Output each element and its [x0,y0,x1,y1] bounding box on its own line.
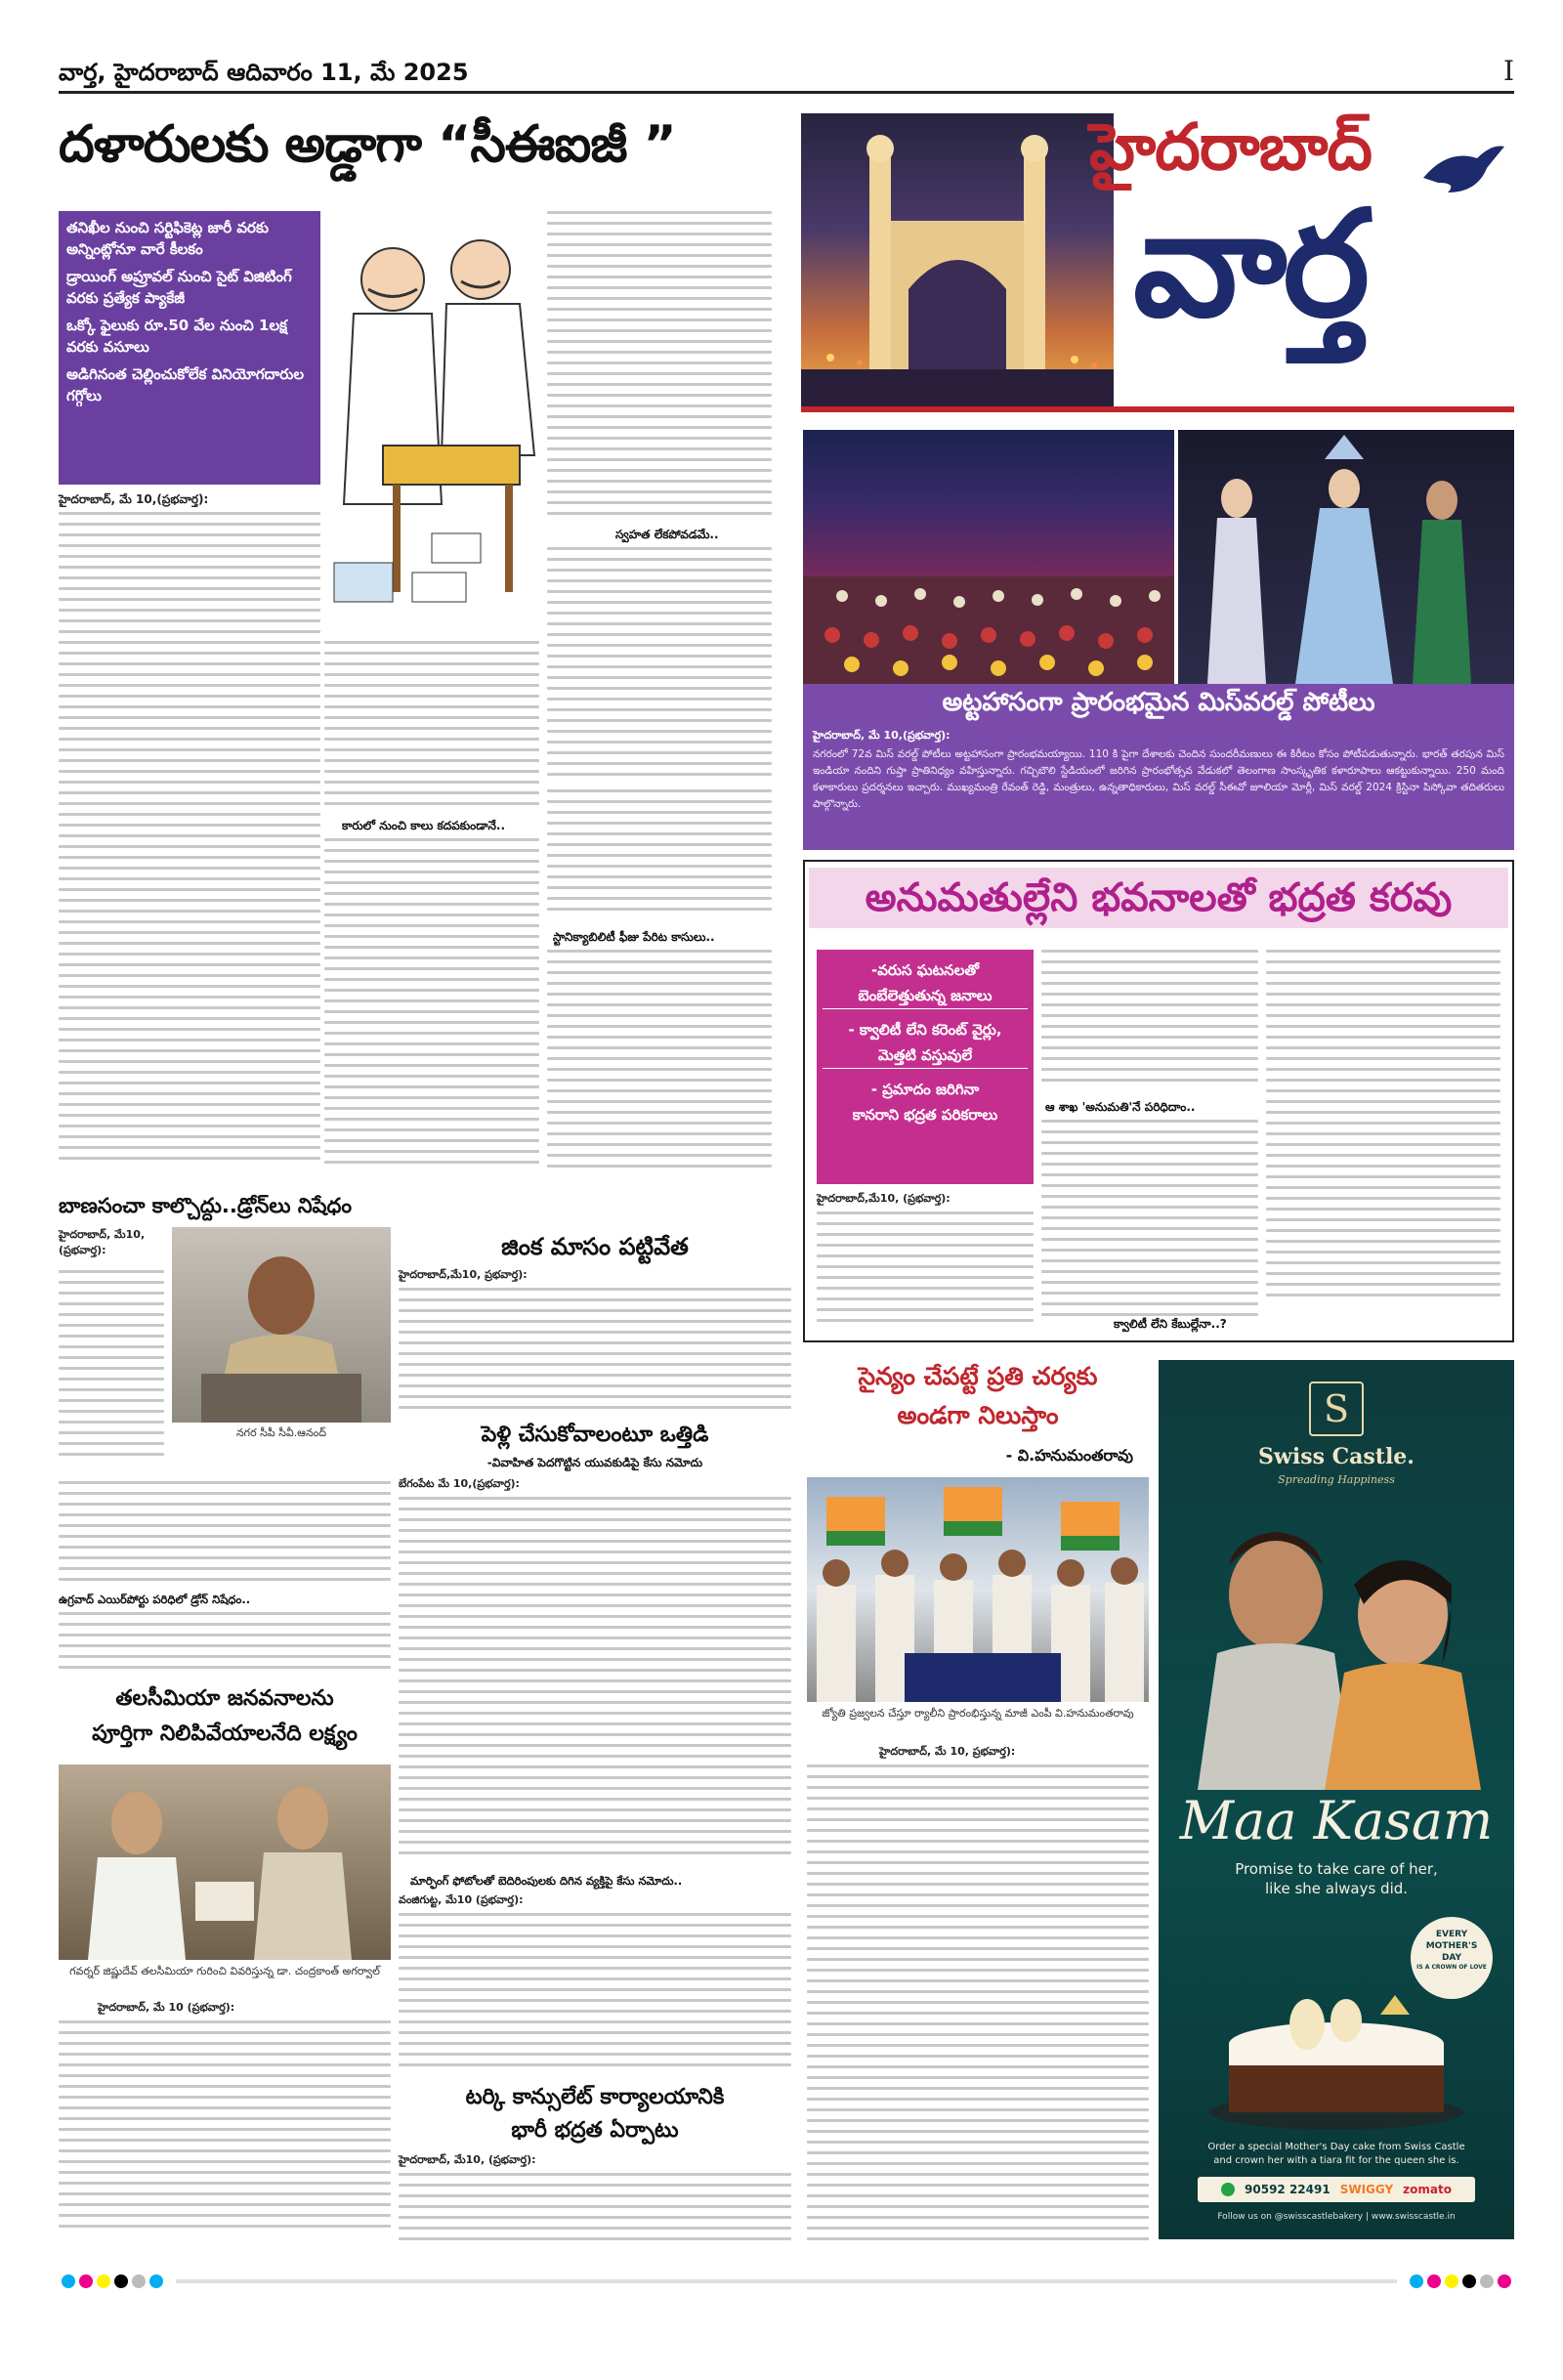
logo-paper-name: వార్త [1133,180,1367,350]
ad-subtitle-1: Promise to take care of her, [1235,1860,1438,1878]
safety-bullet: - ప్రమాదం జరిగినా [870,1081,980,1098]
page-number: I [1502,55,1514,87]
lead-column-text [547,211,772,524]
ad-badge-line: MOTHER'S [1425,1941,1478,1951]
drone-column-text [59,1612,391,1680]
drone-headline: బాణసంచా కాల్చొద్దు..డ్రోన్‌లు నిషేధం [59,1194,353,1217]
lead-subhead-3: స్టానిక్యాబిలిటీ ఫీజు పేరిట కాసులు.. [553,930,715,944]
marriage-column-text [399,1497,791,1868]
lead-subhead-1: స్వహత లేకపోవడమే.. [615,528,719,541]
ad-badge-line: EVERY [1435,1930,1468,1939]
safety-bullets-box [817,950,1034,1184]
ad-offer-1: Order a special Mother's Day cake from Swiss Castle [1207,2142,1465,2152]
army-column-text [807,1764,1149,2253]
marriage-subhead: -వివాహిత పెదగొట్టిన యువకుడిపై కేసు నమోదు [486,1456,703,1469]
army-headline-2: అండగా నిలుస్తాం [897,1401,1059,1429]
marriage-column-text [399,1913,791,2079]
drone-caption: నగర సీపీ సీవీ.ఆనంద్ [235,1426,327,1439]
marriage-dateline: బేగంపేట మే 10,(ప్రభవార్త): [399,1477,520,1490]
safety-bullet: మెత్తటి వస్తువులే [823,1042,1028,1069]
safety-subhead-2: క్వాలిటీ లేని కేబుల్లేనా..? [1114,1317,1227,1331]
ad-swiggy: SWIGGY [1339,2183,1394,2196]
army-dateline: హైదరాబాద్, మే 10, ప్రభవార్త): [879,1745,1016,1758]
turkey-headline-1: టర్కి కాన్సులేట్ కార్యాలయానికి [465,2085,725,2109]
logo-city-name: హైదరాబాద్ [1089,109,1372,185]
lead-bullet: తనిఖీల నుంచి సర్టిఫికెట్ల జారీ వరకు అన్నింట్లోనూ వారే కీలకం [66,219,269,258]
lead-column-text [59,512,320,1176]
lead-column-text [324,838,539,1180]
marriage-dateline-2: వంజిగుట్ట, మే10 (ప్రభవార్త): [399,1893,524,1906]
ad-cake-image [1200,1985,1473,2132]
deer-dateline: హైదరాబాద్,మే10, ప్రభవార్త): [399,1268,528,1281]
safety-headline: అనుమతుల్లేని భవనాలతో భద్రత కరవు [809,868,1508,928]
lead-subhead-2: కారులో నుంచి కాలు కదపకుండానే.. [342,819,506,832]
masthead [59,55,1514,94]
thalassemia-photo [59,1764,391,1960]
miss-world-headline: అట్టహాసంగా ప్రారంభమైన మిస్‌వరల్డ్ పోటీలు [803,688,1514,723]
safety-bullet: బెంబేలెత్తుతున్న జనాలు [823,983,1028,1009]
lead-bullet: అడిగినంత చెల్లించుకోలేక వినియోగదారుల గగ్గోలు [66,365,304,404]
lead-dateline: హైదరాబాద్, మే 10,(ప్రభవార్త): [59,492,209,506]
drone-column-text [59,1481,391,1589]
lead-column-text [547,547,772,782]
lead-column-text [324,641,539,817]
ad-subtitle-2: like she always did. [1264,1880,1409,1897]
marriage-headline: పెళ్లి చేసుకోవాలంటూ ఒత్తిడి [481,1423,709,1447]
ad-offer-2: and crown her with a tiara fit for the queen she is. [1213,2155,1459,2166]
ad-brand: Swiss Castle. [1258,1444,1415,1469]
lead-column-text [547,789,772,928]
army-headline-1: సైన్యం చేపట్టే ప్రతి చర్యకు [858,1362,1098,1390]
safety-column-text [1041,1120,1258,1337]
thalassemia-caption: గవర్నర్ జిష్ణుదేవ్ తలసీమియా గురించి వివరిస్తున్న డా. చంద్రకాంత్ అగర్వాల్ [69,1965,380,1977]
print-registration-marks [59,2273,1514,2290]
army-rally-photo [807,1477,1149,1702]
lead-cartoon [324,211,539,631]
marriage-subhead-2: మార్ఫింగ్ ఫోటోలతో బెదిరింపులకు దిగిన వ్యక్తిపై కేసు నమోదు.. [410,1874,683,1888]
thalassemia-headline [59,1686,391,1751]
drone-column-text [59,1270,164,1475]
drone-subhead: ఉగ్రవాద్ ఎయిర్‌పోర్టు పరిధిలో డ్రోన్ నిషేధం.. [59,1593,251,1606]
deer-headline: జింక మాసం పట్టివేత [501,1233,689,1260]
drone-dateline: హైదరాబాద్, మే10, (ప్రభవార్త): [59,1228,146,1256]
lead-bullets-box [59,211,320,485]
safety-bullet: - క్వాలిటీ లేని కరెంట్ వైర్లు, [848,1021,1002,1039]
ad-phone: 90592 22491 [1245,2183,1331,2196]
thalassemia-headline-2: పూర్తిగా నిలిపివేయాలనేది లక్ష్యం [92,1721,358,1746]
army-caption: జ్యోతి ప్రజ్వలన చేస్తూ ర్యాలీని ప్రారంభిస్తున్న మాజీ ఎంపీ వి.హనుమంతరావు [822,1707,1134,1720]
dove-icon [1418,139,1506,211]
thalassemia-headline-1: తలసీమియా జనవనాలను [115,1686,334,1711]
safety-subhead-1: ఆ శాఖ 'అనుమతి'నే పరిధిదాం.. [1045,1100,1196,1114]
ad-order-bar[interactable] [1198,2177,1475,2202]
thalassemia-dateline: హైదరాబాద్, మే 10 (ప్రభవార్త): [98,2001,235,2014]
charminar-photo [801,113,1114,406]
swiss-castle-ad[interactable] [1159,1360,1514,2239]
ad-badge-line: IS A CROWN OF LOVE [1416,1964,1487,1971]
lead-bullet: ఒక్కో ఫైలుకు రూ.50 వేల నుంచి 1లక్ష వరకు వసూలు [66,317,287,356]
safety-column-text [817,1211,1034,1337]
ad-title: Maa Kasam [1179,1790,1494,1851]
masthead-line: వార్త, హైదరాబాద్ ఆదివారం 11, మే 2025 [59,59,469,86]
ad-follow: Follow us on @swisscastlebakery | www.swisscastle.in [1217,2212,1456,2222]
ad-badge-line: DAY [1441,1953,1462,1963]
lead-column-text [547,950,772,1180]
safety-bullet: కానరాని భద్రత పరికరాలు [852,1106,998,1124]
drone-photo [172,1227,391,1423]
phone-icon [1221,2183,1235,2196]
turkey-headline-2: భారీ భద్రత ఏర్పాటు [511,2118,679,2143]
turkey-column-text [399,2173,791,2251]
safety-dateline: హైదరాబాద్‌,మే10, (ప్రభవార్త): [817,1192,950,1205]
miss-world-dateline: హైదరాబాద్, మే 10,(ప్రభవార్త): [813,729,950,742]
ad-tagline: Spreading Happiness [1278,1473,1395,1486]
turkey-dateline: హైదరాబాద్, మే10, (ప్రభవార్త): [399,2153,536,2166]
turkey-headline [399,2085,791,2147]
thalassemia-column-text [59,2020,391,2235]
ad-logo-icon: S [1309,1381,1364,1436]
logo-rule [801,406,1514,412]
safety-column-text [1041,950,1258,1096]
lead-headline: దళారులకు అడ్డాగా “సీఈఐజీ ” [59,115,676,174]
deer-column-text [399,1288,791,1415]
miss-world-photo-dance [803,430,1174,684]
army-byline: - వి.హనుమంతరావు [1005,1446,1133,1465]
city-edition-logo [801,109,1514,416]
lead-bullet: డ్రాయింగ్ అప్రూవల్ నుంచి సైట్ విజిటింగ్ వరకు ప్రత్యేక ప్యాకేజీ [66,268,292,307]
ad-family-photo [1159,1497,1514,1790]
miss-world-photo-contestants [1178,430,1514,684]
safety-column-text [1266,950,1500,1313]
miss-world-text-panel [803,684,1514,850]
ad-zomato: zomato [1403,2183,1452,2196]
miss-world-text: నగరంలో 72వ మిస్ వరల్డ్ పోటీలు అట్టహాసంగా ప్రారంభమయ్యాయి. 110 కి పైగా దేశాలకు చెందిన సుందరీమణులు ఈ కిరీటం కోసం పోటీపడుతున్నారు. భారత్ తరపున మిస్ ఇండియా నందిని గుప్తా ప్రాతినిధ్యం వహిస్తున్నారు. గచ్చిబౌలి స్టేడియంలో జరిగిన ప్రారంభోత్సవ వేడుకలో తెలంగాణ సాంస్కృతిక కళారూపాలు ఆకట్టుకున్నాయి. 250 మంది కళాకారులు ప్రదర్శనలు ఇచ్చారు. ముఖ్యమంత్రి రేవంత్ రెడ్డి, మంత్రులు, ఉన్నతాధికారులు, మిస్ వరల్డ్ సీఈవో జూలియా మోర్లీ, మిస్ వరల్డ్ 2024 క్రిస్టినా పిస్కోవా తదితరులు పాల్గొన్నారు. [813,748,1504,810]
safety-bullet: -వరుస ఘటనలతో [871,961,979,979]
army-headline [807,1362,1149,1436]
